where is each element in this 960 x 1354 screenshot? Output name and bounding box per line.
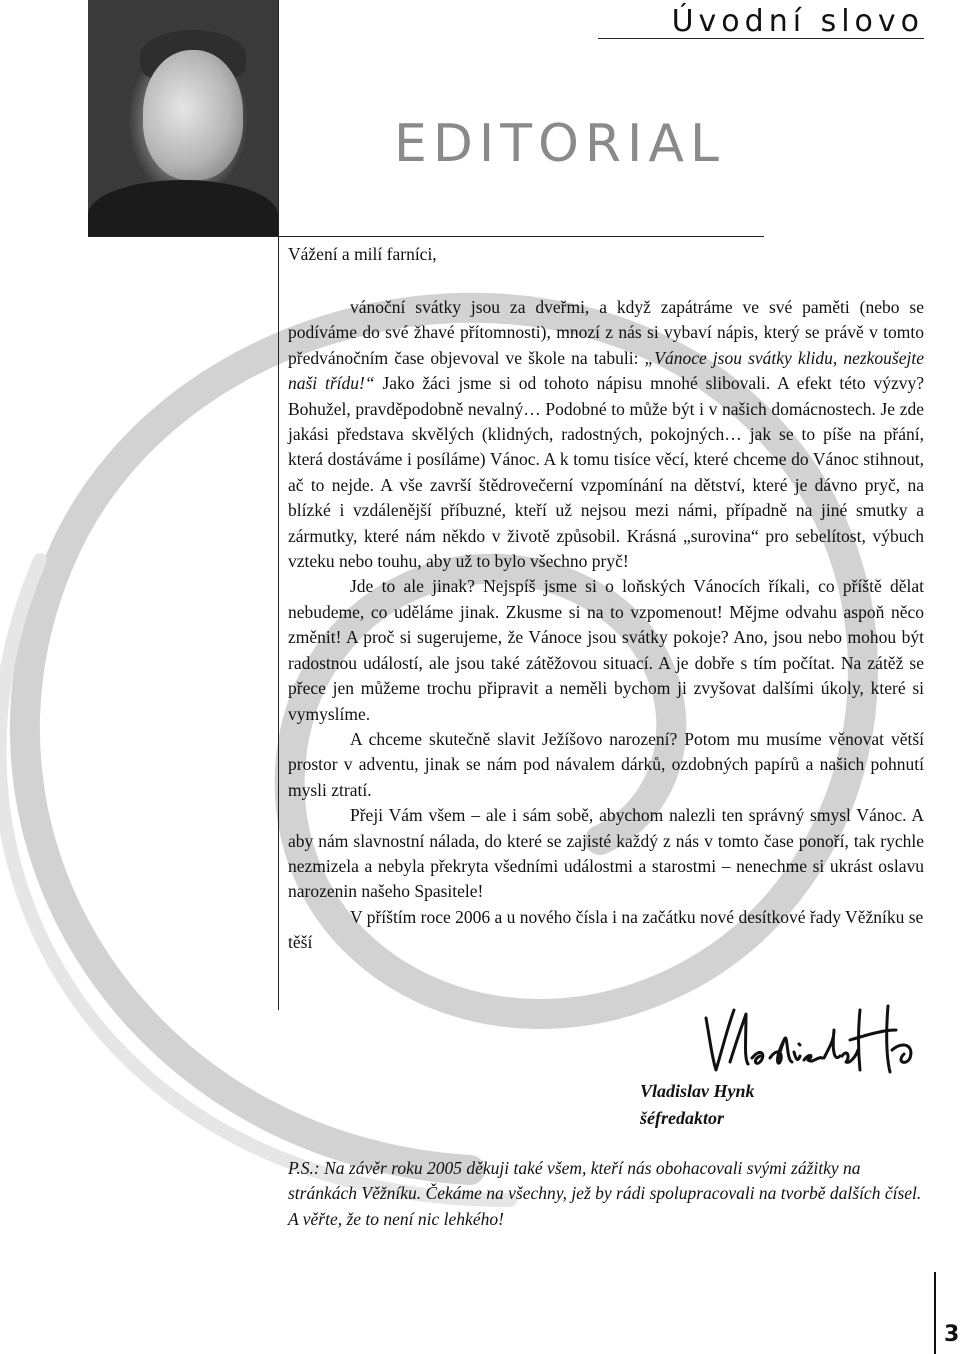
signer-name: Vladislav Hynk <box>640 1081 755 1101</box>
paragraph-1-part-b: Jako žáci jsme si od tohoto nápisu mnohé slibovali. A efekt této výzvy? Bohužel, pravděpodobně nevalný… Podobné to může být i v našich domácnostech. Je zde jakási představa skvělých (klidných, radostných, pokojných… jak se to píše na přání, která dostáváme i posíláme) Vánoc. A k tomu tisíce věcí, které chceme do Vánoc stihnout, ač to nejde. A vše završí štědrovečerní vzpomínání na dětství, které je dávno pryč, na blízké i vzdálenější příbuzné, kteří už nejsou mezi námi, případně na jiné smutky a zármutky, které nám někdo v životě způsobil. Krásná „surovina“ pro sebelítost, výbuch vzteku nebo touhu, aby už to bylo všechno pryč! <box>288 373 924 572</box>
divider-horizontal <box>88 236 764 237</box>
handwritten-signature <box>700 1000 920 1080</box>
author-photo <box>88 0 278 236</box>
photo-face <box>143 50 243 180</box>
paragraph-2: Jde to ale jinak? Nejspíš jsme si o loňských Vánocích říkali, co příště dělat nebudeme, co uděláme jinak. Zkusme si na to vzpomenout! Mějme odvahu aspoň něco změnit! A proč si sugerujeme, že Vánoce jsou svátky pokoje? Ano, jsou nebo mohou být radostnou událostí, ale jsou také zátěžovou situací. A je dobře s tím počítat. Na zátěž se přece jen můžeme trochu připravit a neměli bychom ji zvyšovat dalšími úkoly, které si vymyslíme. <box>288 576 924 724</box>
paragraph-5: V příštím roce 2006 a u nového čísla i na začátku nové desítkové řady Věžníku se těší <box>288 906 924 953</box>
letter-body <box>288 295 924 956</box>
section-title: Úvodní slovo <box>671 4 924 39</box>
divider-vertical-body <box>278 236 279 1010</box>
divider-page-number <box>934 1272 936 1354</box>
paragraph-4: Přeji Vám všem – ale i sám sobě, abychom nalezli ten správný smysl Vánoc. A aby nám slavnostní nálada, do které se zajisté každý z nás v tomto čase ponoří, tak rychle nezmizela a nebyla překryta všedními událostmi a starostmi – nenechme si ukrást oslavu narozenin našeho Spasitele! <box>288 805 924 902</box>
paragraph-3: A chceme skutečně slavit Ježíšovo narození? Potom mu musíme věnovat větší prostor v adventu, jinak se nám pod návalem dárků, ozdobných papírů a našich pohnutí mysli ztratí. <box>288 728 924 800</box>
signer-block <box>640 1078 755 1132</box>
blackboard-quote: „Vánoce jsou svátky klidu, nezkoušejte naši třídu!“ <box>288 347 924 394</box>
divider-vertical-top <box>278 0 279 236</box>
signer-role: šéfredaktor <box>640 1108 724 1128</box>
paragraph-1 <box>288 295 924 574</box>
editorial-label: EDITORIAL <box>394 114 725 174</box>
letter-greeting: Vážení a milí farníci, <box>288 244 437 264</box>
paragraph-1-part-a: vánoční svátky jsou za dveřmi, a když zapátráme ve své paměti (nebo se podíváme do své žhavé přítomnosti), mnozí z nás si vybaví nápis, který se právě v tomto předvánočním čase objevoval ve škole na tabuli: <box>288 297 924 368</box>
photo-shoulders <box>88 180 278 236</box>
postscript: P.S.: Na závěr roku 2005 děkuji také všem, kteří nás obohacovali svými zážitky na stránkách Věžníku. Čekáme na všechny, jež by rádi spolupracovali na tvorbě dalších čísel. A věřte, že to není nic lehkého! <box>288 1158 922 1229</box>
page-number: 3 <box>944 1322 960 1347</box>
